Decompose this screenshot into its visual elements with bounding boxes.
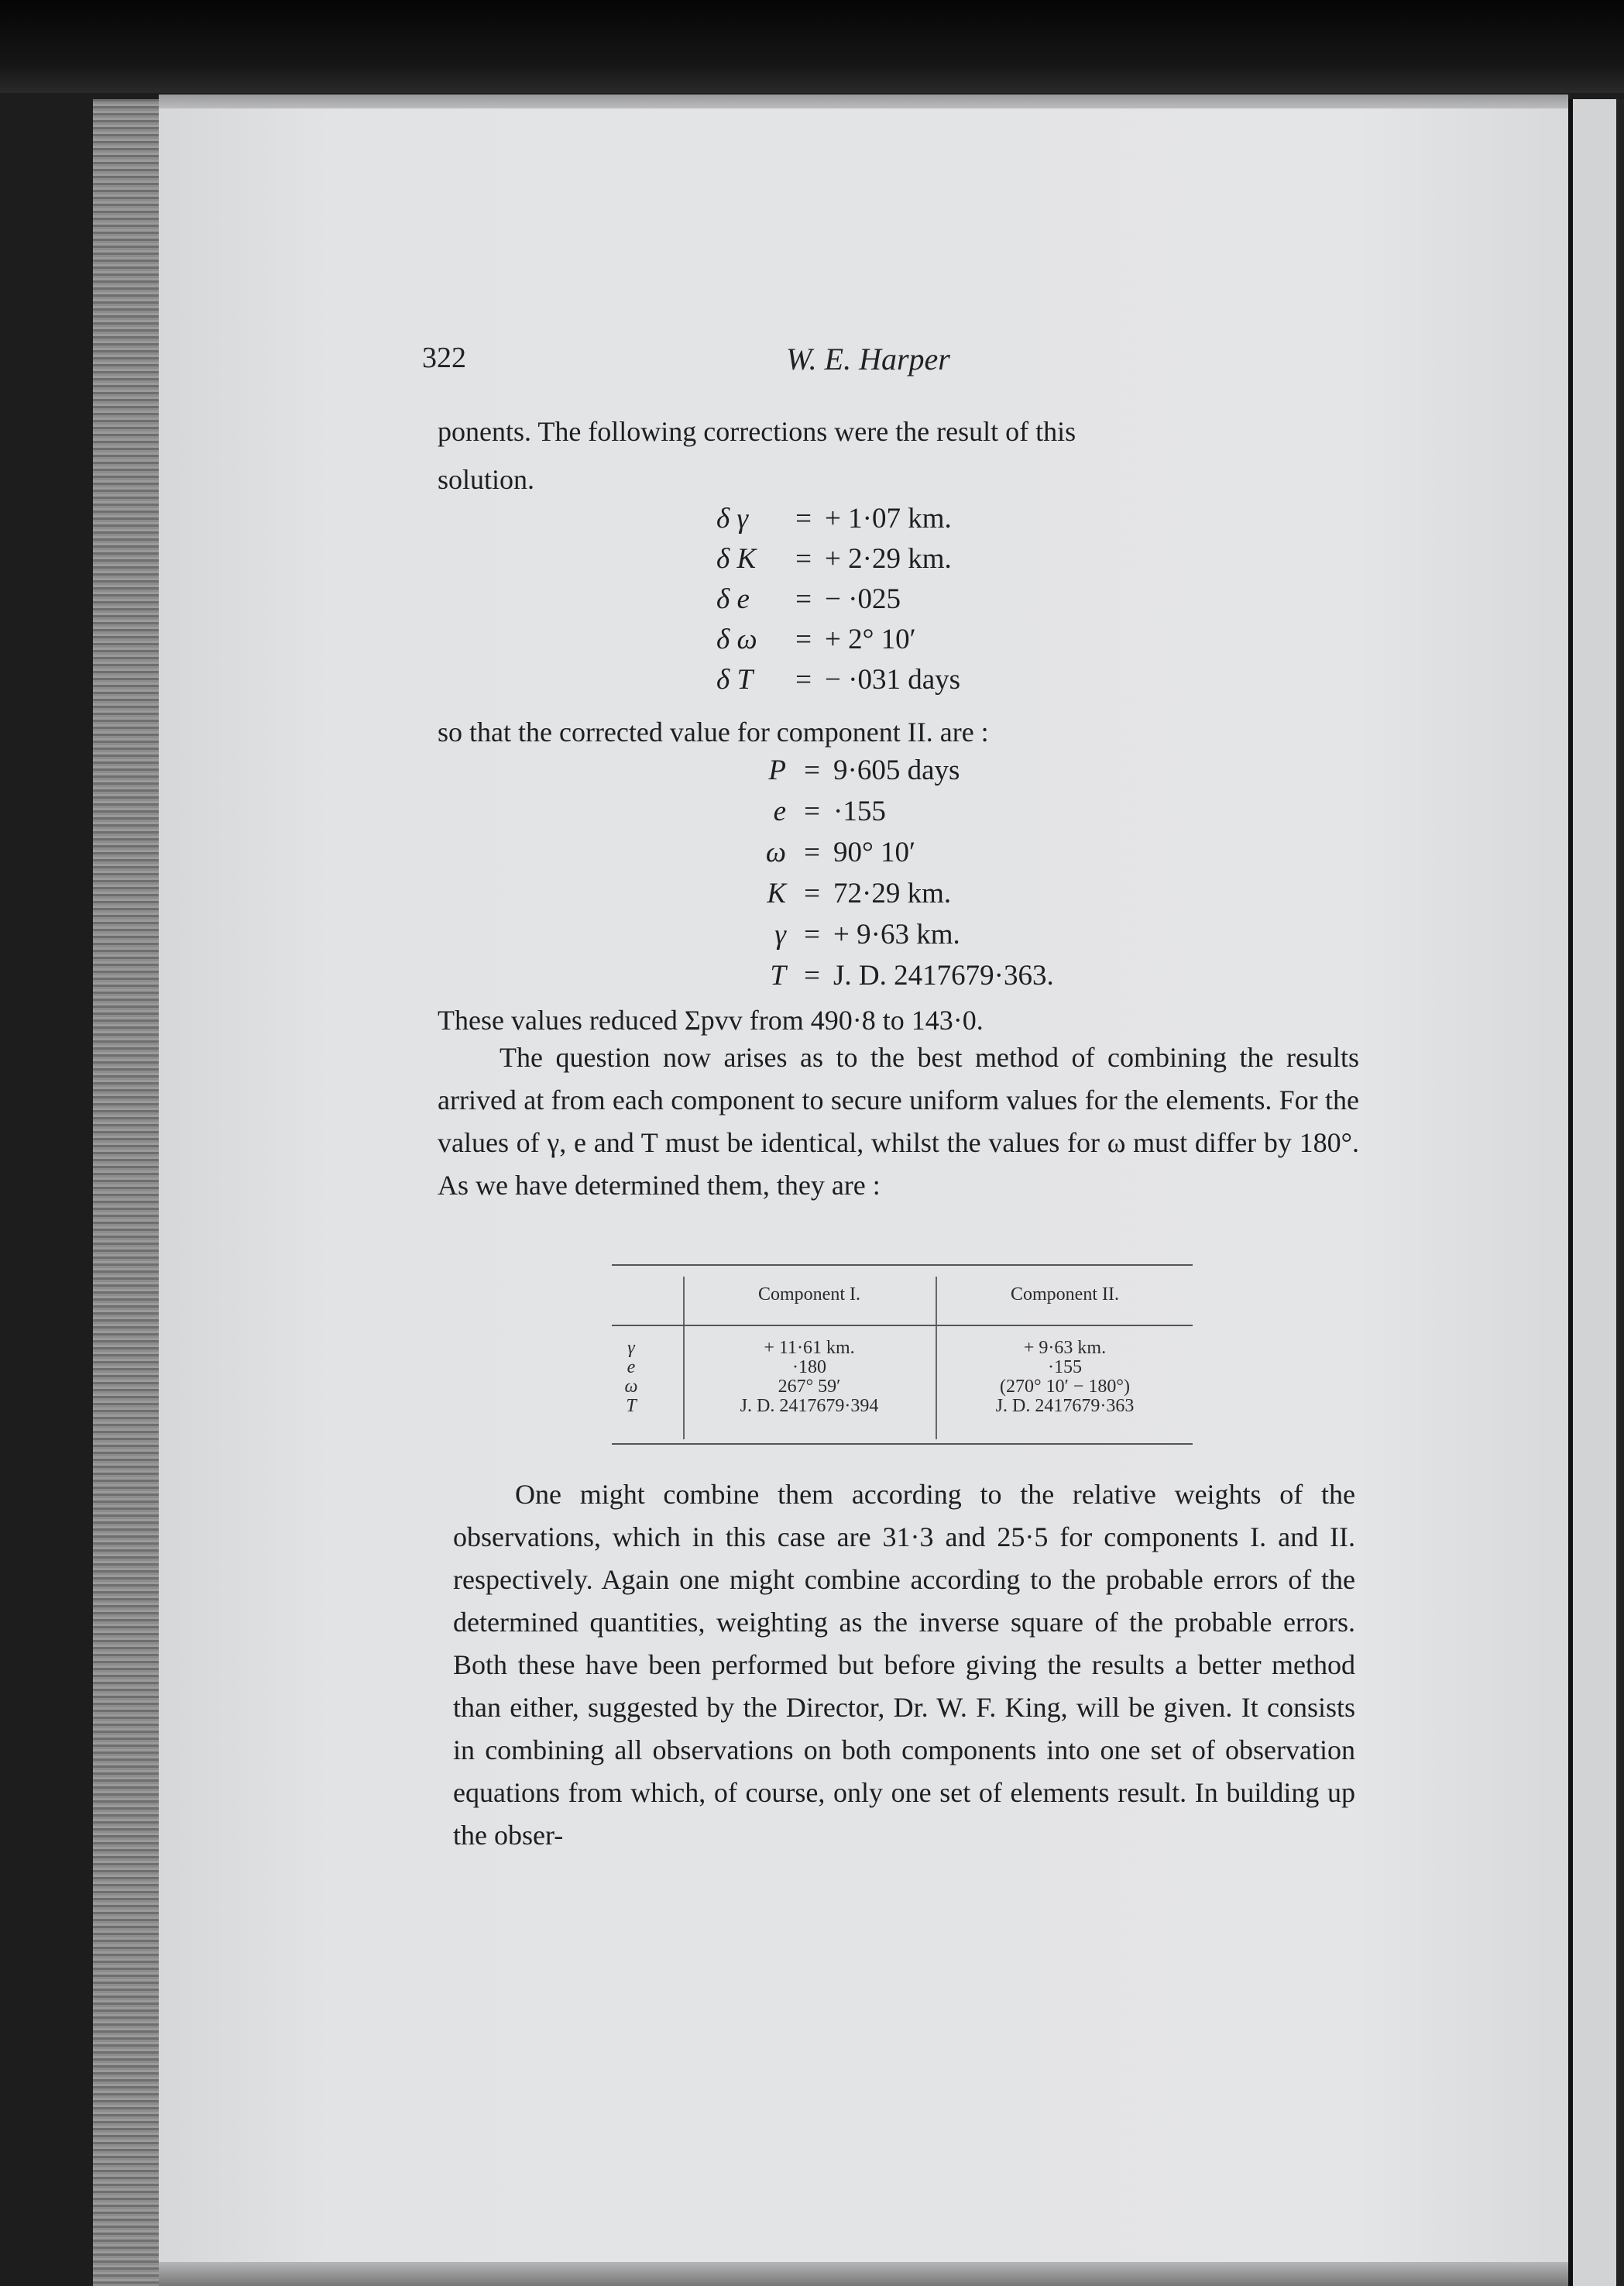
table-cell: J. D. 2417679·394	[740, 1396, 879, 1416]
table-cell: + 11·61 km.	[764, 1338, 855, 1358]
elements-block	[724, 750, 1054, 996]
element-row: e = ·155	[773, 796, 886, 827]
correction-row: δ T = − ·031 days	[716, 664, 961, 696]
intro-line-2: solution.	[438, 464, 535, 495]
table-symbol: γ	[627, 1338, 635, 1358]
scan-right-border	[1568, 99, 1624, 2286]
correction-row: δ e = − ·025	[716, 583, 901, 615]
question-paragraph: The question now arises as to the best method of combining the results arrived at from each component to secure uniform values for the elements. For the values of γ, e and T must be identical, whilst the values for ω must differ by 180°. As we have determined them, they are :	[438, 1042, 1359, 1201]
table-symbol: T	[626, 1396, 637, 1416]
element-row: K = 72·29 km.	[767, 878, 952, 909]
element-row: P = 9·605 days	[768, 755, 960, 786]
scan-bottom-border	[159, 2262, 1568, 2286]
correction-row: δ K = + 2·29 km.	[716, 543, 952, 575]
table-symbol: e	[627, 1357, 636, 1377]
corrections-block	[716, 499, 960, 700]
table-cell: 267° 59′	[778, 1377, 841, 1397]
closing-paragraph: One might combine them according to the relative weights of the observations, which in this case are 31·3 and 25·5 for components I. and II. respectively. Again one might combine according to the probable errors of the determined quantities, weighting as the inverse square of the probable errors. Both these have been performed but before giving the results a better method than either, suggested by the Director, Dr. W. F. King, will be given. It consists in combining all observations on both components into one set of observation equations from which, of course, only one set of elements result. In building up the obser-	[453, 1479, 1355, 1851]
page-number: 322	[422, 342, 466, 374]
element-row: ω = 90° 10′	[765, 837, 916, 868]
table-symbol: ω	[624, 1377, 638, 1397]
element-row: γ = + 9·63 km.	[774, 919, 960, 950]
table-cell: ·155	[1048, 1357, 1082, 1377]
table-cell: + 9·63 km.	[1023, 1338, 1107, 1358]
correction-row: δ γ = + 1·07 km.	[716, 503, 952, 535]
intro-line-1: ponents. The following corrections were the result of this	[438, 416, 1076, 447]
comparison-table	[612, 1261, 1193, 1447]
table-bottom-rule	[612, 1443, 1193, 1445]
table-header-rule	[612, 1325, 1193, 1326]
table-cell: J. D. 2417679·363	[995, 1396, 1135, 1416]
table-header-component-1: Component I.	[758, 1284, 860, 1305]
table-cell: ·180	[792, 1357, 826, 1377]
correction-row: δ ω = + 2° 10′	[716, 624, 916, 655]
table-header-component-2: Component II.	[1011, 1284, 1119, 1305]
scan-top-border	[0, 0, 1624, 93]
corrected-intro: so that the corrected value for component II. are :	[438, 717, 989, 748]
reduction-text: These values reduced Σpvv from 490·8 to 143·0.	[438, 1005, 984, 1036]
table-top-rule	[612, 1264, 1193, 1266]
table-cell: (270° 10′ − 180°)	[1000, 1377, 1130, 1397]
running-head	[422, 341, 1359, 380]
element-row: T = J. D. 2417679·363.	[770, 960, 1054, 992]
table-column-rule	[683, 1277, 685, 1439]
running-title: W. E. Harper	[786, 342, 950, 376]
